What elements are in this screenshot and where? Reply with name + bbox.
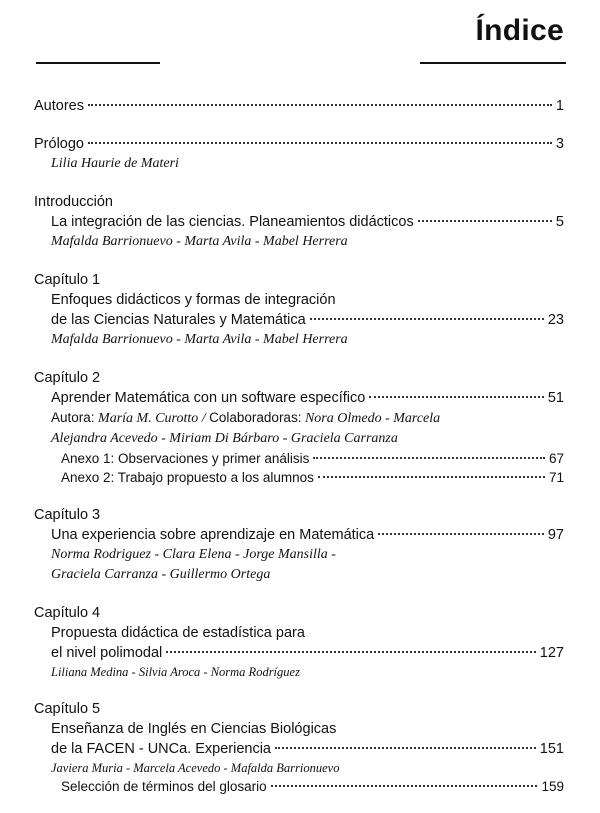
page-number: 1 (555, 98, 564, 114)
page-number: 5 (555, 214, 564, 230)
header-rule-right (420, 62, 566, 64)
entry-label: de las Ciencias Naturales y Matemática (51, 312, 306, 328)
leader-dots (418, 220, 552, 222)
page-number: 71 (548, 470, 564, 485)
entry-label: el nivel polimodal (51, 645, 163, 661)
toc-entry-capitulo-2[interactable] (34, 388, 564, 408)
page-number: 23 (547, 312, 564, 328)
header-rule-left (36, 62, 160, 64)
entry-label: Anexo 2: Trabajo propuesto a los alumnos (61, 470, 314, 485)
page-number: 97 (547, 527, 564, 543)
entry-label: Aprender Matemática con un software específico (51, 390, 366, 406)
entry-authors: Javiera Muria - Marcela Acevedo - Mafalda Barrionuevo (51, 761, 340, 775)
entry-authors (34, 408, 564, 429)
leader-dots (378, 533, 544, 535)
entry-label: La integración de las ciencias. Planeamientos didácticos (51, 214, 414, 230)
section-heading: Capítulo 4 (34, 605, 101, 621)
section-heading: Capítulo 5 (34, 701, 101, 717)
table-of-contents (34, 96, 564, 796)
toc-entry-glosario[interactable] (34, 777, 564, 796)
toc-entry-introduccion[interactable] (34, 212, 564, 232)
toc-entry-anexo-1[interactable] (34, 449, 564, 468)
leader-dots (271, 785, 538, 787)
section-heading: Capítulo 2 (34, 370, 101, 386)
entry-title-line: Propuesta didáctica de estadística para (51, 625, 305, 641)
entry-label: Selección de términos del glosario (61, 779, 267, 794)
page-number: 51 (547, 390, 564, 406)
entry-authors: Lilia Haurie de Materi (51, 156, 179, 171)
leader-dots (313, 457, 545, 459)
entry-authors-cont: Graciela Carranza - Guillermo Ortega (51, 567, 271, 582)
page-number: 67 (548, 451, 564, 466)
toc-entry-autores[interactable] (34, 96, 564, 116)
toc-entry-capitulo-1[interactable] (34, 310, 564, 330)
entry-label: Una experiencia sobre aprendizaje en Matemática (51, 527, 375, 543)
toc-entry-capitulo-3[interactable] (34, 525, 564, 545)
entry-label: Prólogo (34, 136, 84, 152)
page-number: 127 (539, 645, 564, 661)
entry-authors: Norma Rodriguez - Clara Elena - Jorge Mansilla - (51, 547, 336, 562)
entry-authors: Mafalda Barrionuevo - Marta Avila - Mabel Herrera (51, 234, 348, 249)
entry-label: de la FACEN - UNCa. Experiencia (51, 741, 271, 757)
leader-dots (275, 747, 536, 749)
toc-entry-capitulo-5[interactable] (34, 739, 564, 759)
entry-authors: Mafalda Barrionuevo - Marta Avila - Mabel Herrera (51, 332, 348, 347)
section-heading: Capítulo 1 (34, 272, 101, 288)
page-number: 151 (539, 741, 564, 757)
entry-authors-cont: Alejandra Acevedo - Miriam Di Bárbaro - Graciela Carranza (51, 431, 398, 446)
page-title: Índice (475, 14, 564, 47)
leader-dots (166, 651, 536, 653)
colaboradoras-label: Colaboradoras: (209, 410, 302, 425)
entry-title-line: Enfoques didácticos y formas de integración (51, 292, 336, 308)
page-number: 3 (555, 136, 564, 152)
autora-name: María M. Curotto / (98, 411, 206, 426)
entry-label: Autores (34, 98, 84, 114)
toc-entry-prologo[interactable] (34, 134, 564, 154)
colaboradoras-names: Nora Olmedo - Marcela (304, 411, 441, 426)
leader-dots (369, 396, 544, 398)
entry-label: Anexo 1: Observaciones y primer análisis (61, 451, 310, 466)
page-number: 159 (541, 779, 564, 794)
section-heading: Capítulo 3 (34, 507, 101, 523)
entry-title-line: Enseñanza de Inglés en Ciencias Biológicas (51, 721, 337, 737)
section-heading: Introducción (34, 194, 113, 210)
leader-dots (310, 318, 544, 320)
autora-label: Autora: (51, 410, 95, 425)
leader-dots (88, 104, 552, 106)
entry-authors: Liliana Medina - Silvia Aroca - Norma Rodríguez (51, 665, 300, 679)
leader-dots (88, 142, 552, 144)
toc-entry-capitulo-4[interactable] (34, 643, 564, 663)
toc-entry-anexo-2[interactable] (34, 468, 564, 487)
leader-dots (318, 476, 545, 478)
